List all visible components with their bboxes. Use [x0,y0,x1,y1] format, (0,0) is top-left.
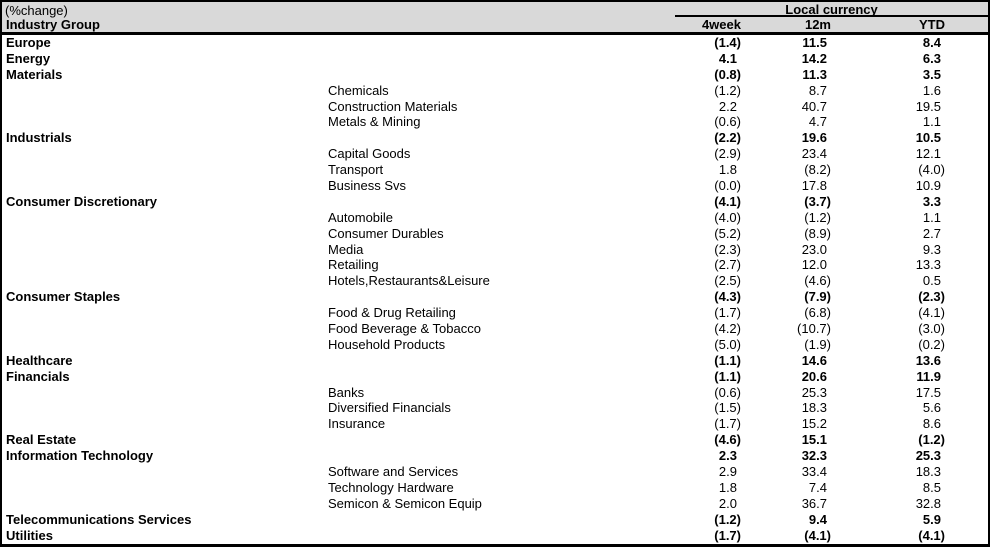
value-cell-4week: (0.8) [714,66,741,82]
table-row [2,353,988,369]
subindustry-label [328,432,644,448]
value-cell-ytd: 19.5 [915,98,941,114]
table-row [2,385,988,401]
value-cell-4week: (0.6) [714,114,741,130]
industry-label [4,162,328,178]
value-cell-4week: 1.8 [718,162,737,178]
value-cell-ytd: 13.6 [915,352,941,368]
value-cell-ytd: 1.1 [922,114,941,130]
industry-label: Energy [6,50,51,66]
subindustry-label: Banks [328,384,365,400]
table-row [2,528,988,544]
percent-change-label: (%change) [5,3,68,18]
subindustry-label [328,35,644,51]
subindustry-label: Retailing [328,257,379,273]
value-cell-ytd: 32.8 [915,495,941,511]
table-row [2,337,988,353]
table-row [2,289,988,305]
subindustry-label [328,289,644,305]
table-row [2,162,988,178]
value-cell-4week: (0.6) [714,384,741,400]
value-cell-4week: 2.9 [718,464,737,480]
value-cell-ytd: 9.3 [922,241,941,257]
table-row [2,400,988,416]
value-cell-12m: 18.3 [801,400,827,416]
table-header [2,2,988,35]
subindustry-label: Insurance [328,416,386,432]
table-row [2,194,988,210]
value-cell-ytd: (2.3) [918,289,945,305]
value-cell-ytd: (0.2) [918,336,945,352]
value-cell-4week: 1.8 [718,479,737,495]
value-cell-4week: (2.7) [714,257,741,273]
table-row [2,83,988,99]
table-row [2,448,988,464]
value-cell-12m: 23.0 [801,241,827,257]
value-cell-4week: (1.1) [714,352,741,368]
table-body [2,35,988,544]
value-cell-ytd: 0.5 [922,273,941,289]
table-row [2,257,988,273]
value-cell-4week: (5.2) [714,225,741,241]
subindustry-label: Diversified Financials [328,400,451,416]
value-cell-4week: (1.2) [714,511,741,527]
value-cell-ytd: (4.1) [918,305,945,321]
value-cell-12m: 12.0 [801,257,827,273]
industry-label: Information Technology [6,448,154,464]
value-cell-4week: (2.5) [714,273,741,289]
industry-label [4,400,328,416]
value-cell-4week: (4.0) [714,209,741,225]
industry-label [4,226,328,242]
table-row [2,51,988,67]
value-cell-12m: 15.2 [801,416,827,432]
value-cell-ytd: 8.4 [922,35,941,50]
industry-label [4,464,328,480]
subindustry-label [328,369,644,385]
value-cell-12m: 32.3 [801,448,827,464]
value-cell-12m: (1.9) [804,336,831,352]
industry-label [4,385,328,401]
subindustry-label [328,194,644,210]
value-cell-12m: 4.7 [808,114,827,130]
value-cell-12m: 11.3 [802,66,827,82]
table-row [2,178,988,194]
subindustry-label: Software and Services [328,464,459,480]
table-row [2,369,988,385]
subindustry-label [328,67,644,83]
industry-label [4,416,328,432]
value-cell-ytd: (3.0) [918,321,945,337]
value-cell-12m: (7.9) [804,289,831,305]
table-row [2,432,988,448]
industry-label [4,146,328,162]
value-cell-12m: (8.2) [804,162,831,178]
value-cell-4week: (5.0) [714,336,741,352]
value-cell-12m: 25.3 [801,384,827,400]
industry-label: Industrials [6,130,72,146]
value-cell-12m: 14.2 [801,50,827,66]
value-cell-12m: 8.7 [808,82,827,98]
value-cell-4week: (4.6) [714,432,741,448]
industry-label [4,257,328,273]
subindustry-label: Technology Hardware [328,479,454,495]
industry-label [4,242,328,258]
subindustry-label: Transport [328,162,384,178]
subindustry-label [328,51,644,67]
value-cell-ytd: (4.0) [918,162,945,178]
industry-label [4,305,328,321]
header-row-columns [2,17,988,32]
value-cell-12m: 11.5 [802,35,827,50]
industry-group-column-header: Industry Group [6,17,100,32]
industry-label [4,114,328,130]
value-cell-4week: (1.7) [714,305,741,321]
value-cell-ytd: 11.9 [916,368,941,384]
value-cell-ytd: 1.1 [922,209,941,225]
industry-label [4,321,328,337]
value-cell-4week: (2.9) [714,146,741,162]
industry-label [4,210,328,226]
industry-label: Telecommunications Services [6,511,192,527]
subindustry-label: Household Products [328,336,446,352]
table-row [2,67,988,83]
subindustry-label: Automobile [328,209,394,225]
subindustry-label [328,528,644,544]
subindustry-label [328,512,644,528]
subindustry-label: Food & Drug Retailing [328,305,456,321]
table-row [2,226,988,242]
subindustry-label [328,130,644,146]
value-cell-ytd: 10.9 [915,178,941,194]
header-row-top [2,2,988,17]
value-cell-12m: 20.6 [801,368,827,384]
subindustry-label: Business Svs [328,178,407,194]
value-cell-ytd: 6.3 [922,50,941,66]
industry-label: Healthcare [6,352,73,368]
industry-label: Europe [6,35,51,50]
value-cell-4week: (4.2) [714,321,741,337]
industry-label: Financials [6,368,70,384]
value-cell-12m: (6.8) [804,305,831,321]
value-cell-12m: (4.6) [804,273,831,289]
table-row [2,210,988,226]
subindustry-label: Food Beverage & Tobacco [328,321,481,337]
industry-label: Consumer Discretionary [6,193,157,209]
subindustry-label: Semicon & Semicon Equip [328,495,482,511]
value-cell-4week: (0.0) [714,178,741,194]
column-header-ytd: YTD [919,17,945,32]
subindustry-label: Chemicals [328,82,389,98]
value-cell-ytd: 3.3 [922,193,941,209]
subindustry-label: Construction Materials [328,98,458,114]
table-row [2,35,988,51]
value-cell-12m: 7.4 [808,479,827,495]
industry-label: Real Estate [6,432,77,448]
table-row [2,321,988,337]
industry-label [4,178,328,194]
value-cell-4week: 2.2 [718,98,737,114]
subindustry-column-spacer [328,17,644,32]
value-cell-ytd: 18.3 [915,464,941,480]
value-cell-12m: 33.4 [801,464,827,480]
value-cell-ytd: 8.6 [922,416,941,432]
subindustry-label: Media [328,241,364,257]
value-cell-ytd: (4.1) [918,527,945,543]
table-row [2,99,988,115]
industry-label [4,337,328,353]
table-row [2,512,988,528]
table-row [2,242,988,258]
column-header-12m: 12m [804,17,831,32]
value-cell-12m: 17.8 [801,178,827,194]
column-header-4week: 4week [701,17,741,32]
value-cell-12m: 15.1 [801,432,827,448]
value-cell-ytd: 5.6 [922,400,941,416]
table-row [2,146,988,162]
industry-label: Consumer Staples [6,289,121,305]
value-cell-ytd: 2.7 [922,225,941,241]
value-cell-4week: (2.2) [714,130,741,146]
value-cell-4week: (1.2) [714,82,741,98]
subindustry-label: Metals & Mining [328,114,421,130]
industry-label: Utilities [6,527,53,543]
value-cell-12m: (3.7) [804,193,831,209]
value-cell-ytd: 25.3 [915,448,941,464]
subindustry-label: Hotels,Restaurants&Leisure [328,273,490,289]
subindustry-label [328,448,644,464]
value-cell-ytd: (1.2) [918,432,945,448]
value-cell-4week: (4.3) [714,289,741,305]
value-cell-ytd: 5.9 [922,511,941,527]
table-row [2,464,988,480]
value-cell-ytd: 8.5 [922,479,941,495]
value-cell-4week: (4.1) [714,193,741,209]
value-cell-12m: 23.4 [801,146,827,162]
value-cell-ytd: 3.5 [922,66,941,82]
value-cell-4week: 4.1 [718,50,737,66]
value-cell-4week: (1.7) [714,527,741,543]
value-cell-12m: 40.7 [801,98,827,114]
value-cell-ytd: 13.3 [915,257,941,273]
value-cell-12m: 36.7 [801,495,827,511]
value-cell-12m: 9.4 [808,511,827,527]
local-currency-group-header: Local currency [675,2,988,17]
subindustry-label: Consumer Durables [328,225,444,241]
industry-label [4,99,328,115]
value-cell-12m: (4.1) [804,527,831,543]
table-row [2,273,988,289]
table-row [2,480,988,496]
value-cell-12m: 14.6 [801,352,827,368]
value-cell-4week: 2.0 [718,495,737,511]
value-cell-ytd: 1.6 [922,82,941,98]
value-cell-4week: (1.7) [714,416,741,432]
subindustry-label: Capital Goods [328,146,411,162]
table-row [2,130,988,146]
value-cell-ytd: 17.5 [915,384,941,400]
value-cell-12m: (1.2) [804,209,831,225]
industry-label [4,496,328,512]
industry-label [4,480,328,496]
industry-label [4,273,328,289]
value-cell-4week: (2.3) [714,241,741,257]
value-cell-4week: (1.4) [714,35,741,50]
value-cell-ytd: 10.5 [915,130,941,146]
subindustry-label [328,353,644,369]
industry-label [4,83,328,99]
industry-label: Materials [6,66,63,82]
table-row [2,416,988,432]
table-row [2,114,988,130]
table-row [2,305,988,321]
value-cell-4week: (1.1) [714,368,741,384]
value-cell-12m: (10.7) [797,321,831,337]
value-cell-ytd: 12.1 [915,146,941,162]
value-cell-4week: (1.5) [714,400,741,416]
value-cell-12m: (8.9) [804,225,831,241]
table-row [2,496,988,512]
value-cell-12m: 19.6 [801,130,827,146]
value-cell-4week: 2.3 [718,448,737,464]
